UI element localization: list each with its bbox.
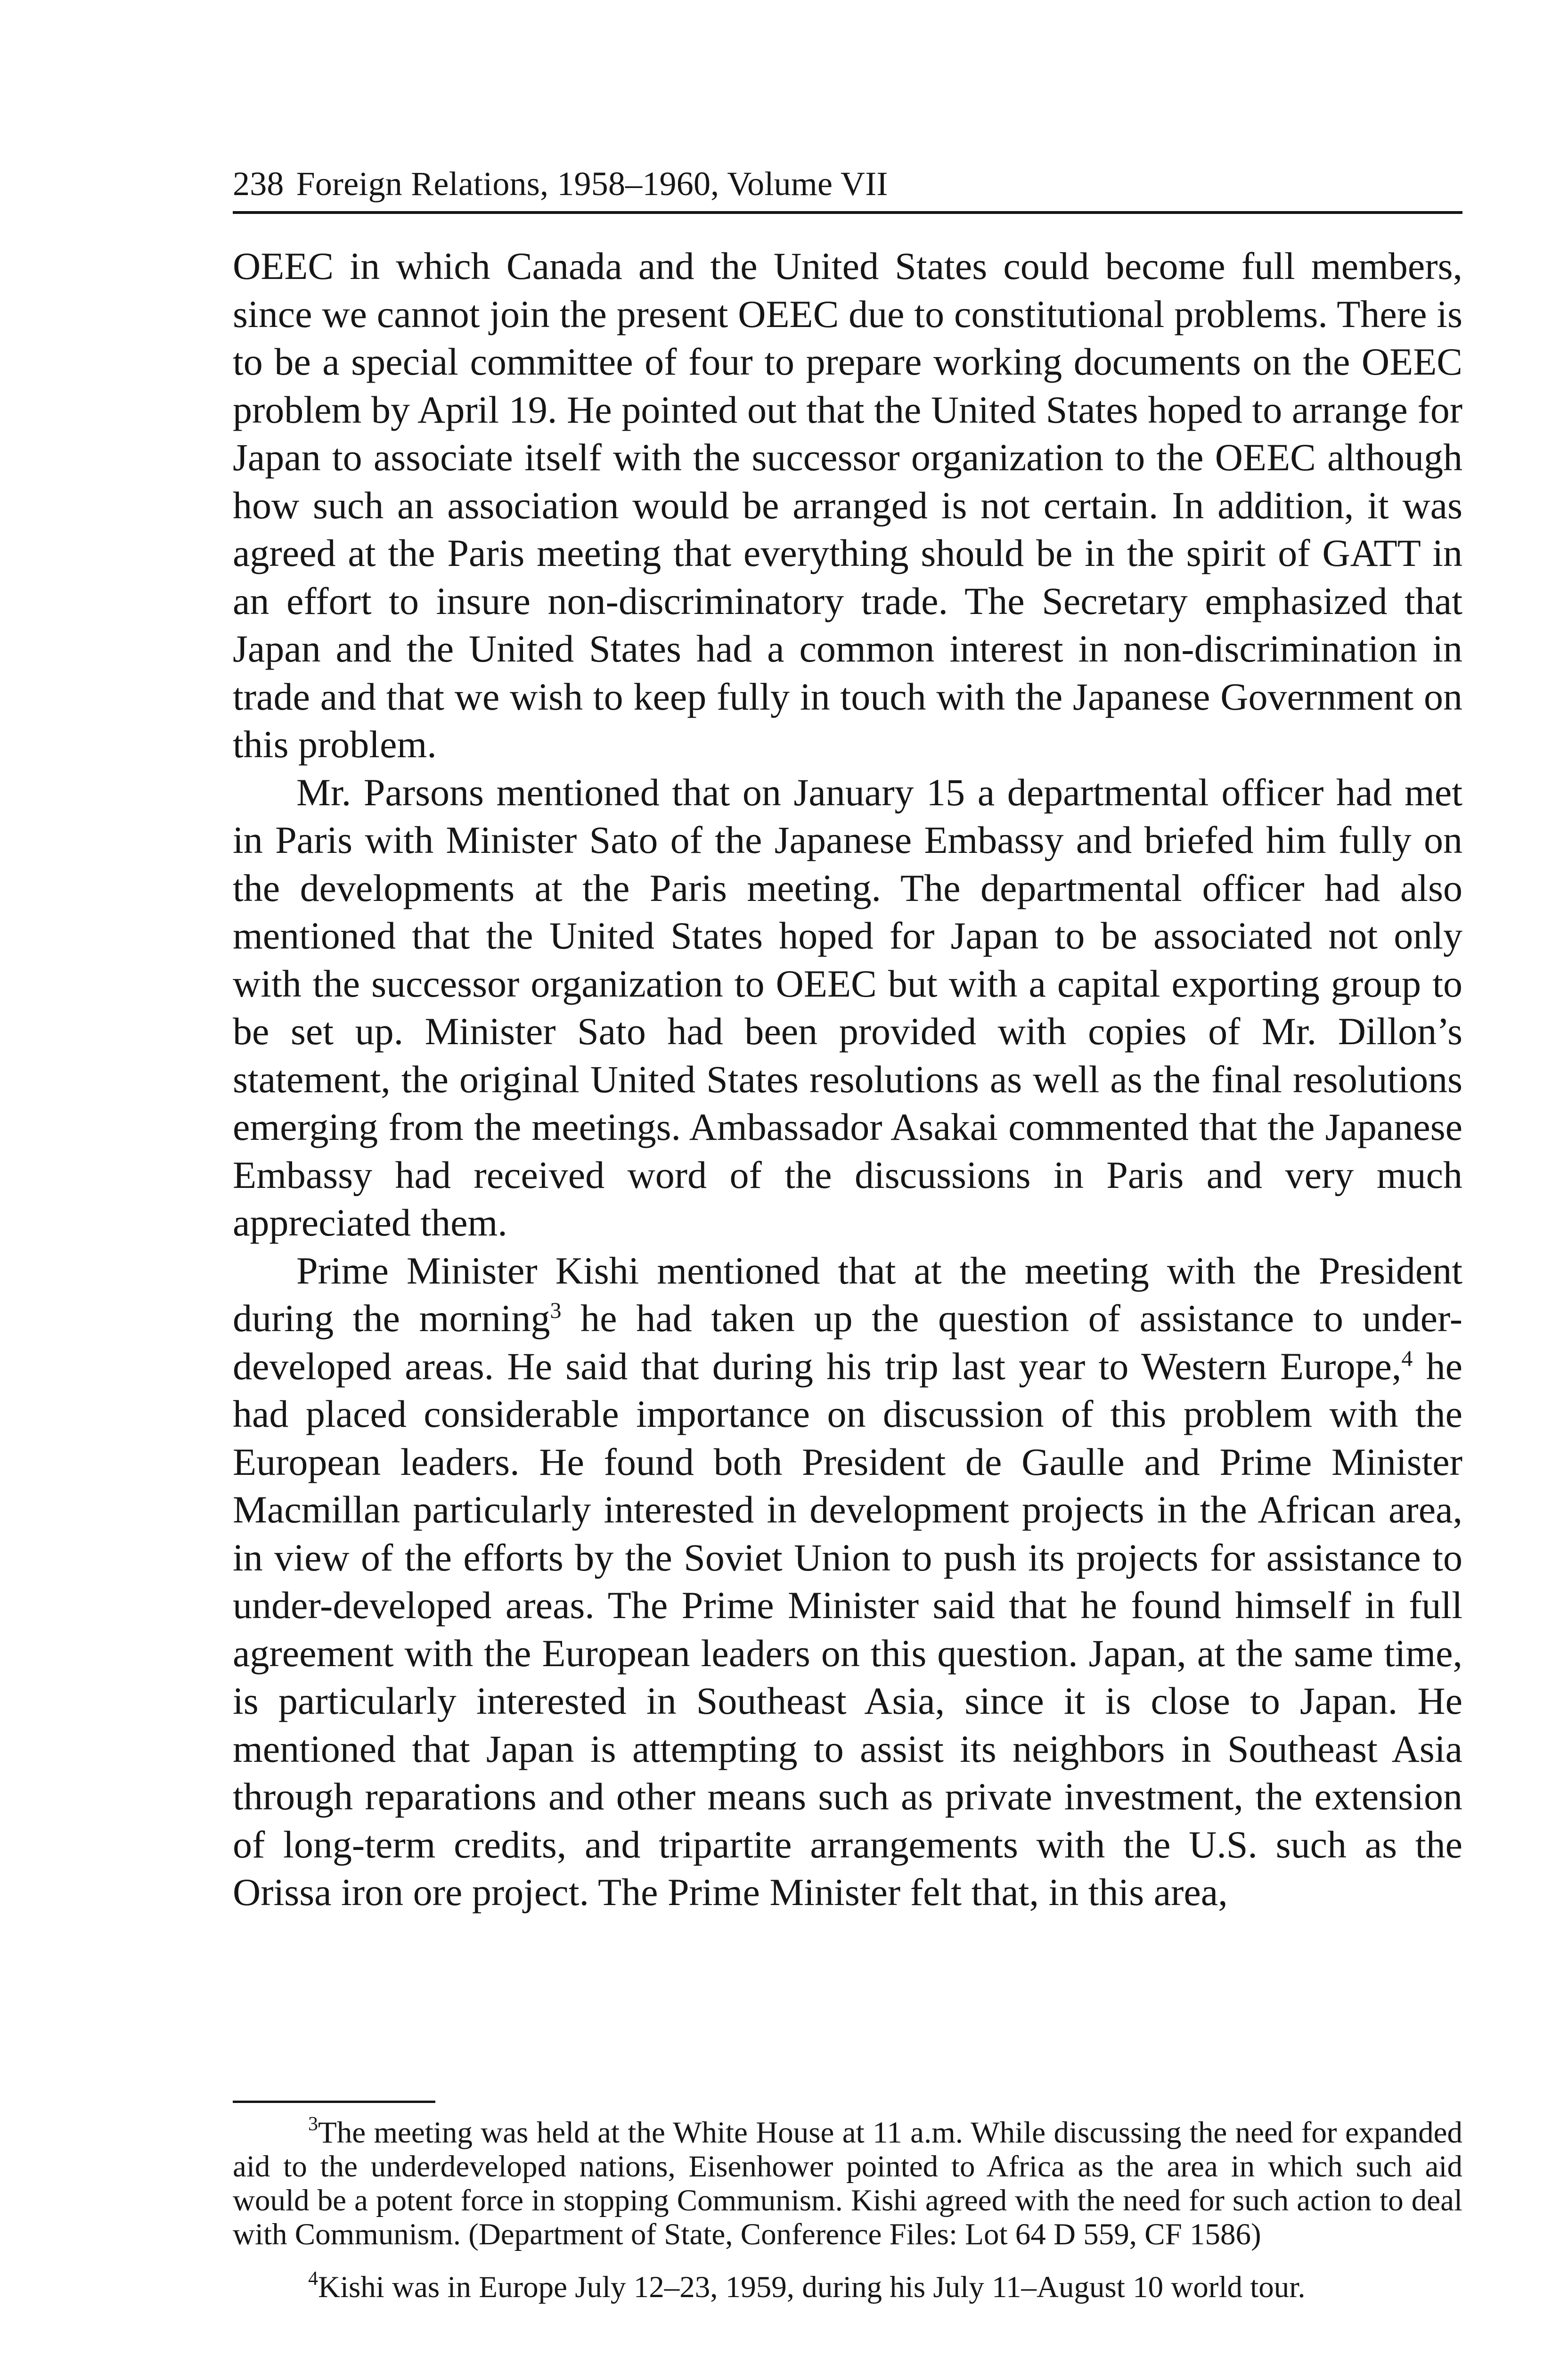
footnote-4 <box>233 2270 1462 2304</box>
paragraph-3-part-a: Prime Minister Kishi mentioned that at the meeting with the President during the morning <box>233 1249 1462 1340</box>
footnote-reference-4: 4 <box>1401 1346 1413 1371</box>
footnotes <box>233 2113 1462 2304</box>
footnote-text: The meeting was held at the White House at 11 a.m. While discussing the need for expanded aid to the underdeveloped nations, Eisenhower pointed to Africa as the area in which such aid would be a potent force in stopping Communism. Kishi agreed with the need for such action to deal with Communism. (Department of State, Conference Files: Lot 64 D 559, CF 1586) <box>233 2116 1462 2251</box>
footnote-text: Kishi was in Europe July 12–23, 1959, during his July 11–August 10 world tour. <box>318 2270 1306 2304</box>
paragraph-1: OEEC in which Canada and the United States could become full members, since we cannot join the present OEEC due to constitutional problems. There is to be a special committee of four to prepare working documents on the OEEC problem by April 19. He pointed out that the United States hoped to arrange for Japan to associate itself with the successor organization to the OEEC although how such an association would be arranged is not certain. In addition, it was agreed at the Paris meeting that everything should be in the spirit of GATT in an effort to insure non-discriminatory trade. The Secretary emphasized that Japan and the United States had a common interest in non-discrimination in trade and that we wish to keep fully in touch with the Japanese Government on this problem. <box>233 245 1462 766</box>
body-text <box>233 242 1462 1916</box>
footnote-reference-3: 3 <box>550 1298 562 1323</box>
paragraph-3-part-b: he had taken up the question of assistance to under-developed areas. He said that during his trip last year to Western Europe, <box>233 1297 1463 1388</box>
page-number: 238 <box>233 165 284 203</box>
paragraph-3 <box>233 1247 1462 1916</box>
header-rule <box>233 211 1462 214</box>
paragraph-2: Mr. Parsons mentioned that on January 15 a departmental officer had met in Paris with Minister Sato of the Japanese Embassy and briefed him fully on the developments at the Paris meeting. The departmental officer had also mentioned that the United States hoped for Japan to be associated not only with the successor organization to OEEC but with a capital exporting group to be set up. Minister Sato had been provided with copies of Mr. Dillon’s statement, the original United States resolutions as well as the final resolutions emerging from the meetings. Ambassador Asakai commented that the Japanese Embassy had received word of the discussions in Paris and very much appreciated them. <box>233 770 1462 1244</box>
footnote-mark: 4 <box>308 2268 318 2290</box>
running-title: Foreign Relations, 1958–1960, Volume VII <box>296 165 888 203</box>
footnote-3 <box>233 2113 1462 2251</box>
running-head <box>233 160 1462 207</box>
footnote-mark: 3 <box>308 2113 318 2135</box>
footnote-rule <box>233 2101 435 2103</box>
paragraph-3-part-c: he had placed considerable importance on discussion of this problem with the European leaders. He found both President de Gaulle and Prime Minister Macmillan particularly interested in development projects in the African area, in view of the efforts by the Soviet Union to push its projects for assistance to under-developed areas. The Prime Minister said that he found himself in full agreement with the European leaders on this question. Japan, at the same time, is particularly interested in Southeast Asia, since it is close to Japan. He mentioned that Japan is attempting to assist its neighbors in Southeast Asia through reparations and other means such as private investment, the extension of long-term credits, and tripartite arrangements with the U.S. such as the Orissa iron ore project. The Prime Minister felt that, in this area, <box>233 1344 1462 1914</box>
page-content <box>233 160 1462 1916</box>
